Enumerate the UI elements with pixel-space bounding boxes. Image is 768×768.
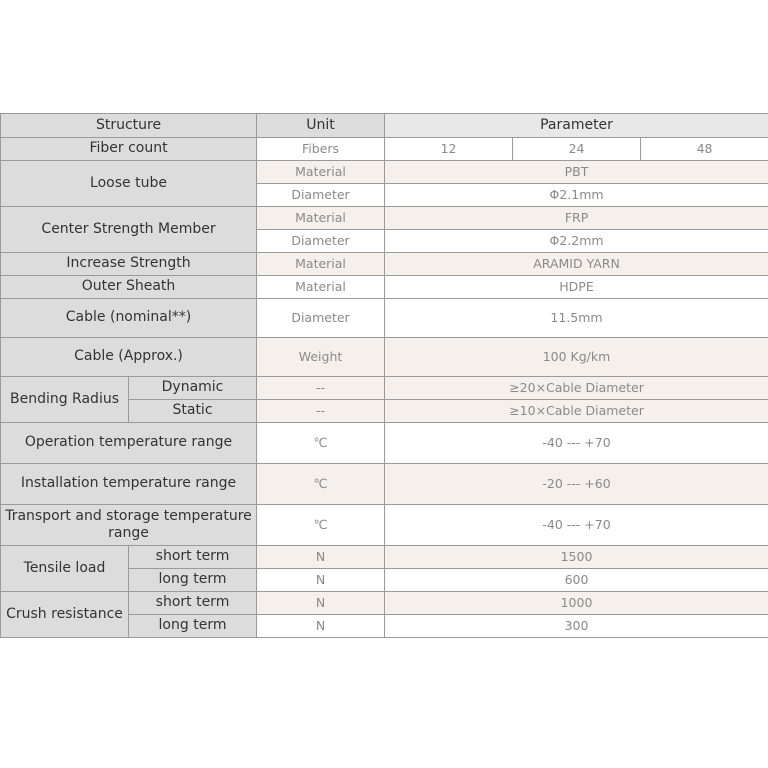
outer-sheath-label: Outer Sheath (1, 276, 257, 299)
cable-nominal-label: Cable (nominal**) (1, 299, 257, 338)
bending-static-unit: -- (257, 400, 385, 423)
tensile-short-unit: N (257, 546, 385, 569)
header-parameter: Parameter (385, 114, 768, 138)
crush-long-value: 300 (385, 615, 768, 638)
bending-dynamic-unit: -- (257, 377, 385, 400)
cable-approx-unit: Weight (257, 338, 385, 377)
row-bending-dynamic (1, 377, 768, 400)
loose-tube-diameter-unit: Diameter (257, 184, 385, 207)
tensile-load-label: Tensile load (1, 546, 129, 592)
row-increase-strength (1, 253, 768, 276)
cable-nominal-unit: Diameter (257, 299, 385, 338)
header-unit: Unit (257, 114, 385, 138)
installation-temp-unit: ℃ (257, 464, 385, 505)
cable-approx-label: Cable (Approx.) (1, 338, 257, 377)
row-loose-tube-material (1, 161, 768, 184)
row-installation-temp (1, 464, 768, 505)
center-strength-label: Center Strength Member (1, 207, 257, 253)
row-operation-temp (1, 423, 768, 464)
tensile-short-value: 1500 (385, 546, 768, 569)
fiber-count-48: 48 (641, 138, 768, 161)
row-cable-nominal (1, 299, 768, 338)
increase-strength-unit: Material (257, 253, 385, 276)
transport-temp-value: -40 --- +70 (385, 505, 768, 546)
cable-approx-value: 100 Kg/km (385, 338, 768, 377)
bending-dynamic-label: Dynamic (129, 377, 257, 400)
fiber-count-unit: Fibers (257, 138, 385, 161)
transport-temp-label: Transport and storage temperature range (1, 505, 257, 546)
operation-temp-label: Operation temperature range (1, 423, 257, 464)
tensile-short-label: short term (129, 546, 257, 569)
bending-static-value: ≥10×Cable Diameter (385, 400, 768, 423)
outer-sheath-unit: Material (257, 276, 385, 299)
bending-static-label: Static (129, 400, 257, 423)
crush-short-label: short term (129, 592, 257, 615)
center-strength-diameter-value: Φ2.2mm (385, 230, 768, 253)
loose-tube-diameter-value: Φ2.1mm (385, 184, 768, 207)
increase-strength-label: Increase Strength (1, 253, 257, 276)
center-strength-material-value: FRP (385, 207, 768, 230)
row-outer-sheath (1, 276, 768, 299)
center-strength-material-unit: Material (257, 207, 385, 230)
cable-nominal-value: 11.5mm (385, 299, 768, 338)
tensile-long-value: 600 (385, 569, 768, 592)
row-fiber-count (1, 138, 768, 161)
crush-long-unit: N (257, 615, 385, 638)
row-transport-temp (1, 505, 768, 546)
header-row (1, 114, 768, 138)
row-center-strength-material (1, 207, 768, 230)
transport-temp-unit: ℃ (257, 505, 385, 546)
row-cable-approx (1, 338, 768, 377)
crush-short-unit: N (257, 592, 385, 615)
row-crush-short (1, 592, 768, 615)
tensile-long-unit: N (257, 569, 385, 592)
operation-temp-unit: ℃ (257, 423, 385, 464)
fiber-count-12: 12 (385, 138, 513, 161)
spec-table (0, 113, 768, 638)
operation-temp-value: -40 --- +70 (385, 423, 768, 464)
header-structure: Structure (1, 114, 257, 138)
loose-tube-material-value: PBT (385, 161, 768, 184)
row-tensile-short (1, 546, 768, 569)
center-strength-diameter-unit: Diameter (257, 230, 385, 253)
crush-long-label: long term (129, 615, 257, 638)
outer-sheath-value: HDPE (385, 276, 768, 299)
loose-tube-label: Loose tube (1, 161, 257, 207)
crush-short-value: 1000 (385, 592, 768, 615)
loose-tube-material-unit: Material (257, 161, 385, 184)
bending-radius-label: Bending Radius (1, 377, 129, 423)
crush-resistance-label: Crush resistance (1, 592, 129, 638)
installation-temp-label: Installation temperature range (1, 464, 257, 505)
fiber-count-label: Fiber count (1, 138, 257, 161)
tensile-long-label: long term (129, 569, 257, 592)
increase-strength-value: ARAMID YARN (385, 253, 768, 276)
fiber-count-24: 24 (513, 138, 641, 161)
bending-dynamic-value: ≥20×Cable Diameter (385, 377, 768, 400)
installation-temp-value: -20 --- +60 (385, 464, 768, 505)
